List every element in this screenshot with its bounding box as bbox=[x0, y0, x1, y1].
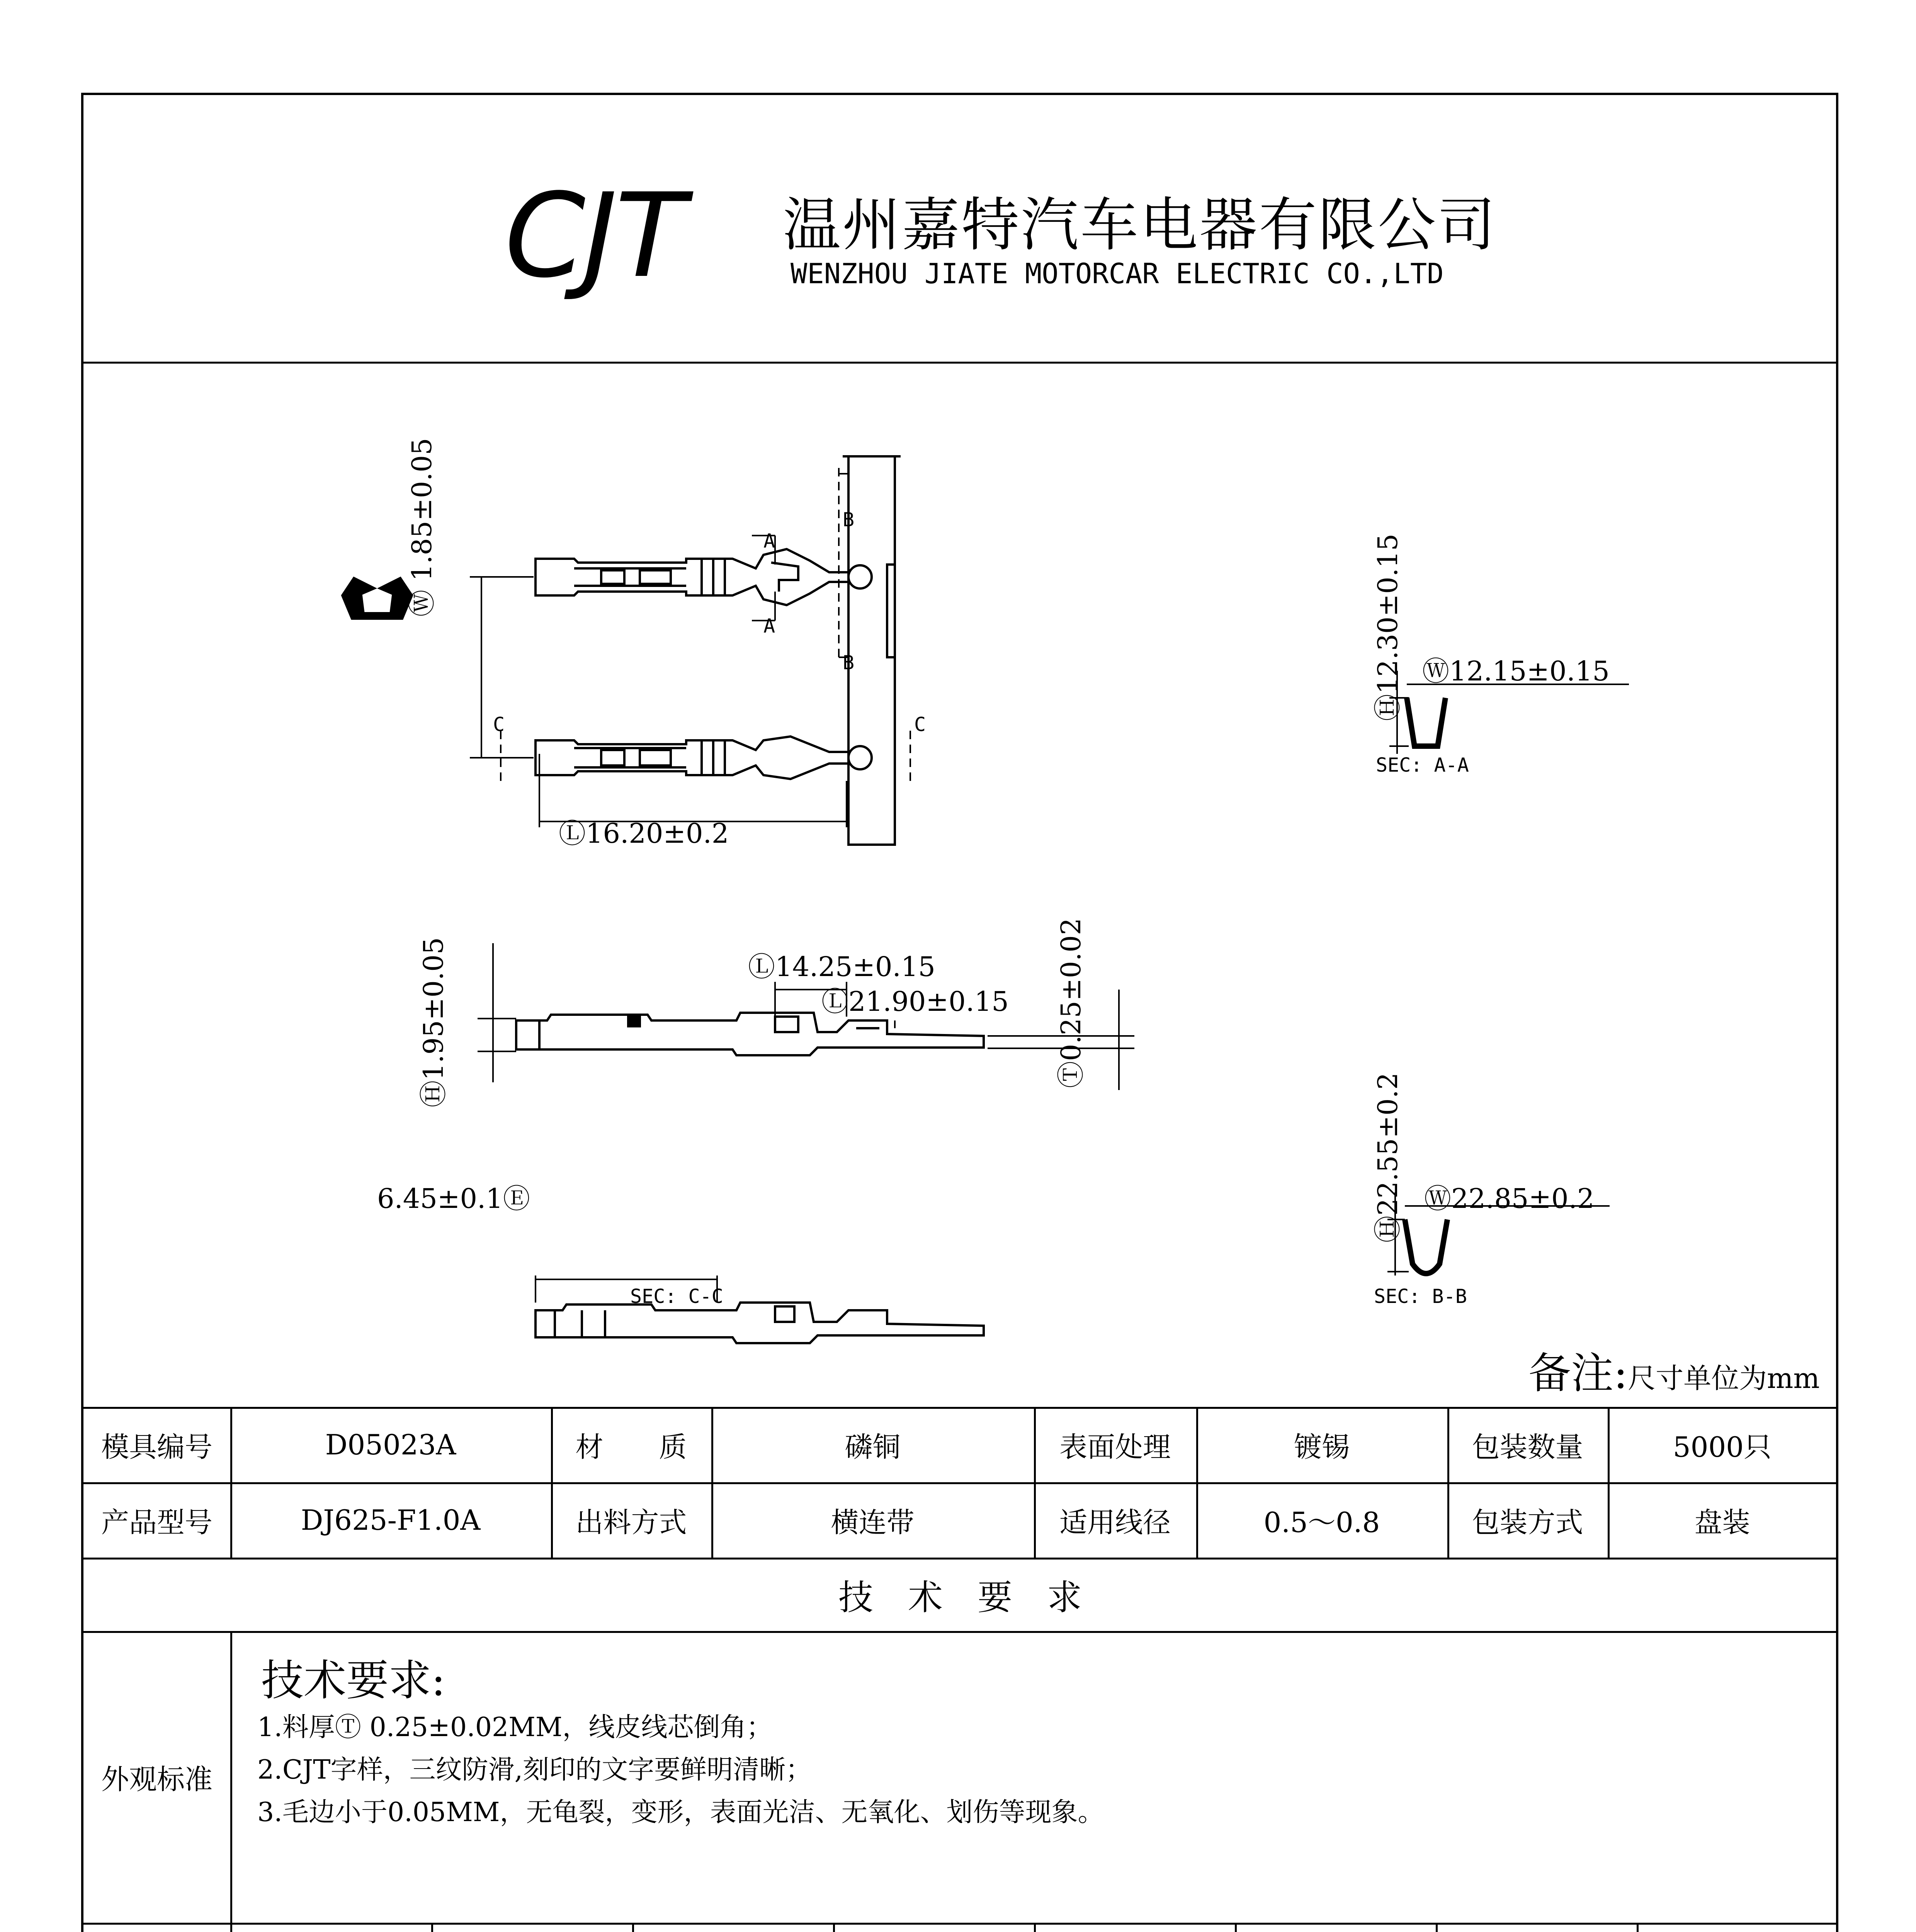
tech-line-3: 3.毛边小于0.05MM，无龟裂，变形，表面光洁、无氧化、划伤等现象。 bbox=[257, 1797, 1104, 1828]
section-mark-b-bottom: B bbox=[843, 651, 855, 674]
material-label: 材 质 bbox=[575, 1430, 687, 1463]
note bbox=[1528, 1339, 1820, 1400]
dim-e: 6.45±0.1Ⓔ bbox=[377, 1183, 530, 1214]
feed-label: 出料方式 bbox=[575, 1506, 687, 1539]
model: DJ625-F1.0A bbox=[301, 1503, 481, 1536]
section-aa-view bbox=[1407, 698, 1445, 746]
mold-no: D05023A bbox=[325, 1428, 456, 1461]
dim-h-value: 1.95±0.05 bbox=[418, 937, 449, 1080]
dim-t-value: 0.25±0.02 bbox=[1055, 918, 1087, 1061]
dim-w2-value: 2.85±0.2 bbox=[1468, 1183, 1595, 1214]
dim-header-h bbox=[833, 1923, 1034, 1932]
dim-header-t bbox=[230, 1923, 431, 1932]
pack: 盘装 bbox=[1694, 1506, 1750, 1539]
note-label: 备注: bbox=[1528, 1349, 1628, 1398]
drawing-sheet bbox=[81, 93, 1838, 1932]
dim-h1: Ⓗ12.30±0.15 bbox=[1372, 534, 1404, 721]
pack-qty-label: 包装数量 bbox=[1472, 1430, 1583, 1463]
dim-w-value: 1.85±0.05 bbox=[406, 438, 438, 581]
terminal-drawing bbox=[83, 364, 1837, 1500]
dim-header-w bbox=[632, 1923, 833, 1932]
tech-title: 技 术 要 求 bbox=[838, 1577, 1082, 1618]
wire: 0.5～0.8 bbox=[1263, 1506, 1380, 1539]
dim-header-w1 bbox=[1436, 1923, 1637, 1932]
pack-qty: 5000只 bbox=[1673, 1430, 1772, 1463]
sec-bb-label: SEC: B-B bbox=[1374, 1285, 1467, 1308]
dim-h1-value: 2.30±0.15 bbox=[1372, 534, 1404, 677]
dim-w1-value: 2.15±0.15 bbox=[1466, 655, 1610, 687]
dim-l2: Ⓛ21.90±0.15 bbox=[821, 986, 1009, 1017]
company-name-en: WENZHOU JIATE MOTORCAR ELECTRIC CO.,LTD bbox=[791, 257, 1444, 290]
dim-l1-value: 4.25±0.15 bbox=[792, 951, 935, 983]
section-mark-a-bottom: A bbox=[763, 615, 775, 637]
note-text: 尺寸单位为mm bbox=[1628, 1362, 1820, 1395]
dim-h: Ⓗ1.95±0.05 bbox=[418, 937, 449, 1107]
mold-no-label: 模具编号 bbox=[101, 1430, 213, 1463]
dim-w2: Ⓦ22.85±0.2 bbox=[1424, 1183, 1595, 1214]
model-label: 产品型号 bbox=[101, 1506, 213, 1539]
section-mark-c-right: C bbox=[914, 713, 926, 736]
dim-l: Ⓛ16.20±0.2 bbox=[559, 818, 729, 849]
appearance-label: 外观标准 bbox=[101, 1763, 213, 1796]
terminal-top-2 bbox=[536, 736, 848, 779]
dim-t: Ⓣ0.25±0.02 bbox=[1055, 918, 1087, 1088]
section-bb-view bbox=[1405, 1219, 1447, 1274]
section-mark-c-left: C bbox=[493, 713, 505, 736]
dim-header-l bbox=[431, 1923, 632, 1932]
terminal-section-cc bbox=[536, 1303, 984, 1343]
dim-l-value: 16.20±0.2 bbox=[586, 818, 729, 849]
dim-l2-value: 1.90±0.15 bbox=[865, 986, 1009, 1017]
company-logo: CJT bbox=[505, 168, 684, 303]
surface-label: 表面处理 bbox=[1059, 1430, 1171, 1463]
dim-h2: Ⓗ22.55±0.2 bbox=[1372, 1072, 1404, 1243]
dim-l1: Ⓛ14.25±0.15 bbox=[748, 951, 935, 983]
dim-w1: Ⓦ12.15±0.15 bbox=[1422, 655, 1610, 687]
dimensions-label bbox=[83, 1923, 230, 1932]
dim-w: Ⓦ 1.85±0.05 bbox=[406, 438, 438, 617]
dim-header-l2 bbox=[1235, 1923, 1436, 1932]
sec-cc-label: SEC: C-C bbox=[630, 1285, 723, 1308]
terminal-top-1 bbox=[536, 549, 848, 605]
dim-header-w2 bbox=[1637, 1923, 1837, 1932]
pack-label: 包装方式 bbox=[1472, 1506, 1583, 1539]
dim-e-value: 6.45±0.1 bbox=[377, 1183, 503, 1214]
sec-aa-label: SEC: A-A bbox=[1376, 754, 1469, 776]
tech-line-2: 2.CJT字样，三纹防滑,刻印的文字要鲜明清晰； bbox=[257, 1755, 812, 1785]
section-mark-b-top: B bbox=[843, 509, 855, 531]
surface: 镀锡 bbox=[1294, 1430, 1350, 1463]
company-name-cn: 温州嘉特汽车电器有限公司 bbox=[783, 192, 1497, 259]
tech-line-1: 1.料厚Ⓣ 0.25±0.02MM，线皮线芯倒角； bbox=[257, 1712, 773, 1743]
dim-header-l1 bbox=[1034, 1923, 1235, 1932]
tech-heading: 技术要求: bbox=[261, 1656, 446, 1705]
wire-label: 适用线径 bbox=[1059, 1506, 1171, 1539]
material: 磷铜 bbox=[845, 1430, 901, 1463]
section-mark-a-top: A bbox=[763, 530, 775, 552]
feed: 横连带 bbox=[831, 1506, 915, 1539]
terminal-side-view bbox=[516, 1013, 984, 1055]
dim-h2-value: 2.55±0.2 bbox=[1372, 1072, 1404, 1199]
